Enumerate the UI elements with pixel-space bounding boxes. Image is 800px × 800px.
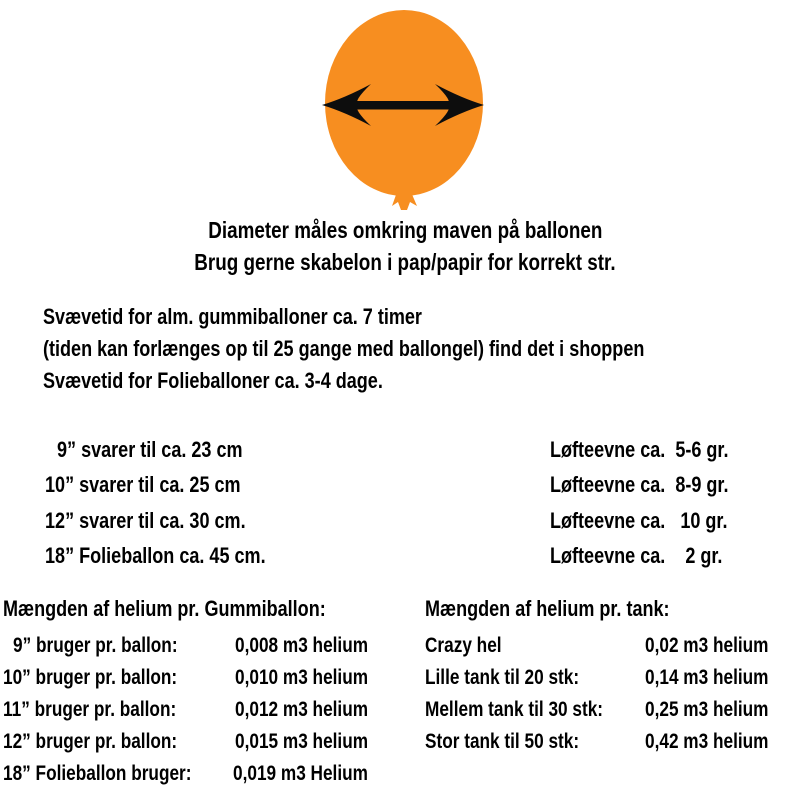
helium-tank-row-crazy-value: 0,02 m3 helium xyxy=(645,634,769,657)
float-time-line-2: (tiden kan forlænges op til 25 gange med ballongel) find det i shoppen xyxy=(43,336,645,361)
lift-row-10in: Løfteevne ca. 8-9 gr. xyxy=(550,472,729,497)
intro-line-2: Brug gerne skabelon i pap/papir for korrekt str. xyxy=(194,249,616,275)
helium-tank-row-large-label: Stor tank til 50 stk: xyxy=(425,730,580,753)
helium-tank-row-large-value: 0,42 m3 helium xyxy=(645,730,769,753)
helium-tank-row-medium-value: 0,25 m3 helium xyxy=(645,698,769,721)
helium-tank-row-small-value: 0,14 m3 helium xyxy=(645,666,769,689)
helium-balloon-row-10in-label: 10” bruger pr. ballon: xyxy=(3,666,178,689)
intro-line-1-wrap xyxy=(0,217,800,244)
helium-balloon-row-18in-label: 18” Folieballon bruger: xyxy=(3,762,192,785)
intro-line-1: Diameter måles omkring maven på ballonen xyxy=(207,217,603,243)
float-time-line-1: Svævetid for alm. gummiballoner ca. 7 timer xyxy=(43,304,422,329)
helium-tank-header: Mængden af helium pr. tank: xyxy=(425,596,670,621)
size-row-10in: 10” svarer til ca. 25 cm xyxy=(45,472,241,497)
helium-tank-row-small-label: Lille tank til 20 stk: xyxy=(425,666,580,689)
helium-balloon-row-9in-label: 9” bruger pr. ballon: xyxy=(13,634,178,657)
helium-balloon-row-9in-value: 0,008 m3 helium xyxy=(235,634,369,657)
helium-balloon-row-12in-value: 0,015 m3 helium xyxy=(235,730,369,753)
float-time-line-3: Svævetid for Folieballoner ca. 3-4 dage. xyxy=(43,368,383,393)
helium-balloon-header: Mængden af helium pr. Gummiballon: xyxy=(3,596,326,621)
lift-row-9in: Løfteevne ca. 5-6 gr. xyxy=(550,437,729,462)
lift-row-18in: Løfteevne ca. 2 gr. xyxy=(550,543,723,568)
intro-line-2-wrap xyxy=(0,249,800,276)
balloon-graphic xyxy=(315,5,495,217)
helium-balloon-row-18in-value: 0,019 m3 Helium xyxy=(233,762,368,785)
size-row-9in: 9” svarer til ca. 23 cm xyxy=(57,437,243,462)
helium-balloon-row-12in-label: 12” bruger pr. ballon: xyxy=(3,730,178,753)
helium-tank-row-crazy-label: Crazy hel xyxy=(425,634,502,657)
size-row-18in: 18” Folieballon ca. 45 cm. xyxy=(45,543,266,568)
helium-tank-row-medium-label: Mellem tank til 30 stk: xyxy=(425,698,604,721)
lift-row-12in: Løfteevne ca. 10 gr. xyxy=(550,508,728,533)
helium-balloon-row-11in-value: 0,012 m3 helium xyxy=(235,698,369,721)
helium-balloon-row-10in-value: 0,010 m3 helium xyxy=(235,666,369,689)
size-row-12in: 12” svarer til ca. 30 cm. xyxy=(45,508,246,533)
helium-balloon-row-11in-label: 11” bruger pr. ballon: xyxy=(3,698,177,721)
